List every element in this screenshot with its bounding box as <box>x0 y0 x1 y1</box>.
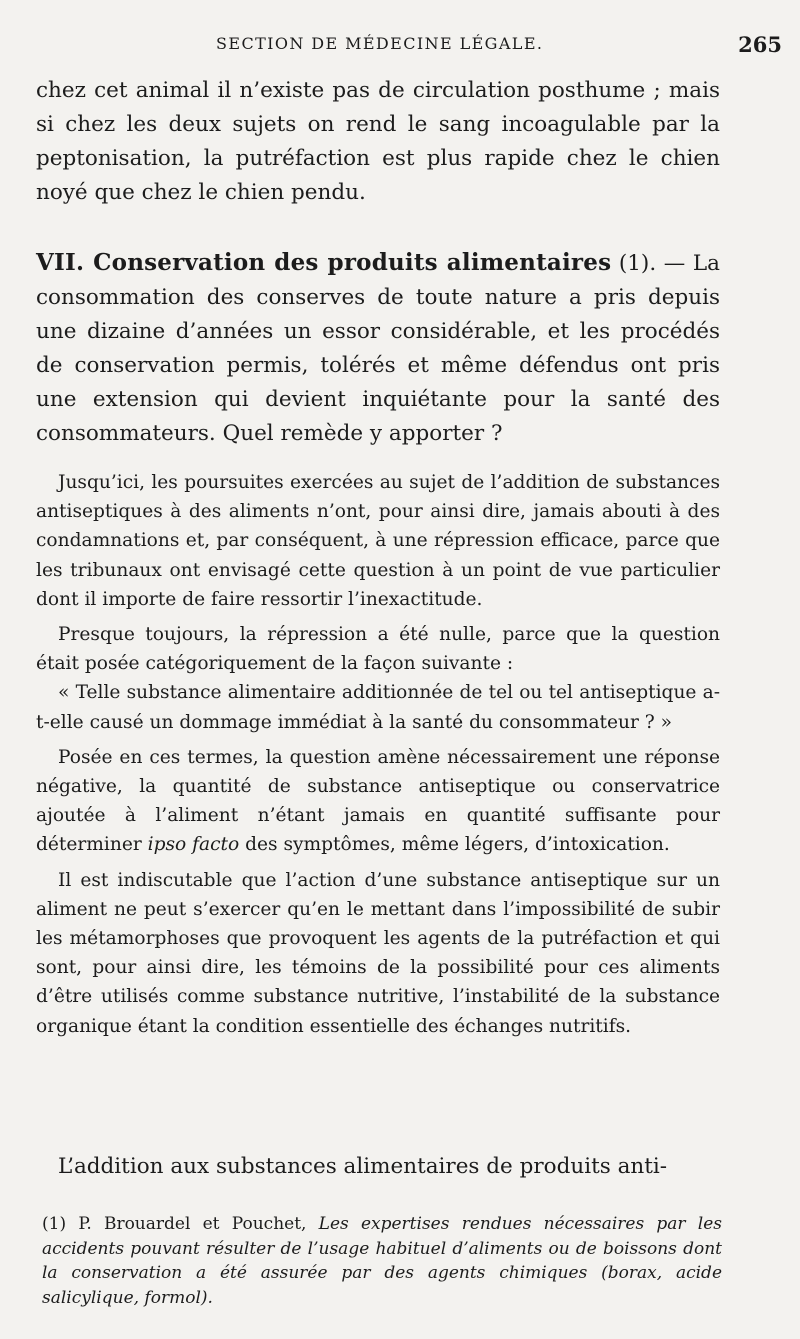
posee-after: des symptômes, même légers, d’intoxication. <box>239 834 670 856</box>
footnote-title: Les expertises rendues nécessaires par les accidents pouvant résulter de l’usage habituel d’aliments ou de boissons dont la conservation a été assurée par des agents chimiques <box>42 1214 723 1283</box>
section-vii <box>36 246 720 451</box>
posee-italic: ipso facto <box>147 834 240 856</box>
section-note-ref: (1). <box>618 251 657 276</box>
posee-before: Posée en ces termes, la question amène nécessairement une réponse négative, la quantité de substance antiseptique ou conservatrice ajoutée à l’aliment n’étant jamais en quantité suffisante pour déterminer <box>36 746 720 856</box>
footnote-paren: (borax, acide salicylique, formol). <box>42 1263 723 1308</box>
body-text <box>36 468 720 1041</box>
paragraph-jusquici: Jusqu’ici, les poursuites exercées au sujet de l’addition de substances antiseptiques à des aliments n’ont, pour ainsi dire, jamais abouti à des condamnations et, par conséquent, à une répression efficace, parce que les tribunaux ont envisagé cette question à un point de vue particulier dont il importe de faire ressortir l’inexactitude. <box>36 472 720 610</box>
section-paragraph <box>36 246 720 451</box>
intro-paragraph: chez cet animal il n’existe pas de circulation posthume ; mais si chez les deux sujets on rend le sang incoagulable par la peptonisation, la putréfaction est plus rapide chez le chien noyé que chez le chien pendu. <box>36 78 720 205</box>
paragraph-presque: Presque toujours, la répression a été nulle, parce que la question était posée catégoriquement de la façon suivante : <box>36 624 720 675</box>
section-title: VII. Conservation des produits alimentaires <box>36 249 612 276</box>
page-number: 265 <box>738 32 782 57</box>
paragraph-posee <box>36 743 720 860</box>
closing-line: L’addition aux substances alimentaires de produits anti- <box>58 1154 668 1179</box>
section-text: — La consommation des conserves de toute nature a pris depuis une dizaine d’années un essor considérable, et les procédés de conservation permis, tolérés et même défendus ont pris une extension qui devient inquiétante pour la santé des consommateurs. Quel remède y apporter ? <box>36 251 720 446</box>
footnote-authors: P. Brouardel et Pouchet, <box>78 1214 307 1234</box>
page-header <box>36 32 782 60</box>
paragraph-indiscutable: Il est indiscutable que l’action d’une substance antiseptique sur un aliment ne peut s’exercer qu’en le mettant dans l’impossibilité de subir les métamorphoses que provoquent les agents de la putréfaction et qui sont, pour ainsi dire, les témoins de la possibilité pour ces aliments d’être utilisés comme substance nutritive, l’instabilité de la substance organique étant la condition essentielle des échanges nutritifs. <box>36 869 720 1037</box>
running-head: SECTION DE MÉDECINE LÉGALE. <box>216 34 544 53</box>
paragraph-quote: « Telle substance alimentaire additionnée de tel ou tel antiseptique a-t-elle causé un dommage immédiat à la santé du consommateur ? » <box>36 682 720 733</box>
footnote <box>42 1212 722 1310</box>
footnote-marker: (1) <box>42 1214 67 1234</box>
